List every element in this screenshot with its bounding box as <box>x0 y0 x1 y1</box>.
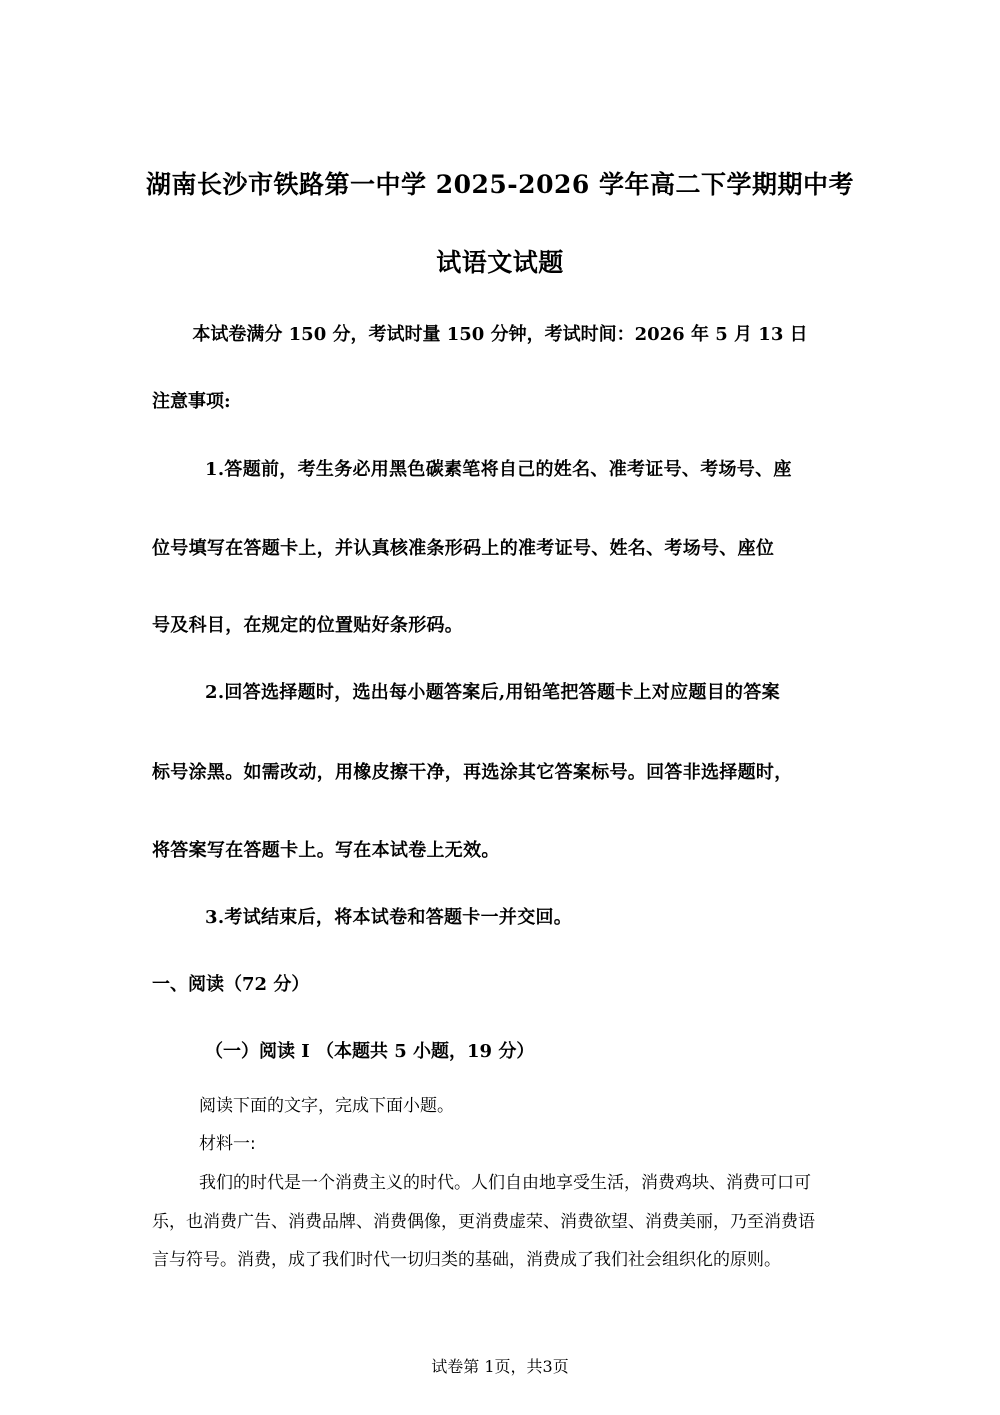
notice-1-line-2: 位号填写在答题卡上，并认真核准条形码上的准考证号、姓名、考场号、座位 <box>152 538 775 559</box>
page-footer: 试卷第 1页，共3页 <box>431 1357 569 1376</box>
material-label: 材料一: <box>199 1134 256 1154</box>
paragraph-line-1: 我们的时代是一个消费主义的时代。人们自由地享受生活，消费鸡块、消费可口可 <box>199 1173 811 1193</box>
exam-title-line-2: 试语文试题 <box>436 248 564 277</box>
notice-2-line-3: 将答案写在答题卡上。写在本试卷上无效。 <box>152 840 500 861</box>
paragraph-line-3: 言与符号。消费，成了我们时代一切归类的基础，消费成了我们社会组织化的原则。 <box>152 1250 781 1270</box>
notice-heading: 注意事项: <box>152 391 231 412</box>
notice-3: 3.考试结束后，将本试卷和答题卡一并交回。 <box>205 907 573 928</box>
exam-info: 本试卷满分 150 分，考试时量 150 分钟，考试时间：2026 年 5 月 13 日 <box>192 324 808 345</box>
notice-1-line-3: 号及科目，在规定的位置贴好条形码。 <box>152 615 464 636</box>
notice-1-line-1: 1.答题前，考生务必用黑色碳素笔将自己的姓名、准考证号、考场号、座 <box>205 459 792 480</box>
paragraph-line-2: 乐，也消费广告、消费品牌、消费偶像，更消费虚荣、消费欲望、消费美丽，乃至消费语 <box>152 1212 815 1232</box>
section-1-heading: 一、阅读（72 分） <box>152 974 310 995</box>
reading-instruction: 阅读下面的文字，完成下面小题。 <box>199 1096 454 1116</box>
exam-title-line-1: 湖南长沙市铁路第一中学 2025-2026 学年高二下学期期中考 <box>146 170 854 199</box>
subsection-1-heading: （一）阅读 I （本题共 5 小题，19 分） <box>205 1041 535 1062</box>
notice-2-line-2: 标号涂黑。如需改动，用橡皮擦干净，再选涂其它答案标号。回答非选择题时， <box>152 762 793 783</box>
notice-2-line-1: 2.回答选择题时，选出每小题答案后,用铅笔把答题卡上对应题目的答案 <box>205 682 780 703</box>
